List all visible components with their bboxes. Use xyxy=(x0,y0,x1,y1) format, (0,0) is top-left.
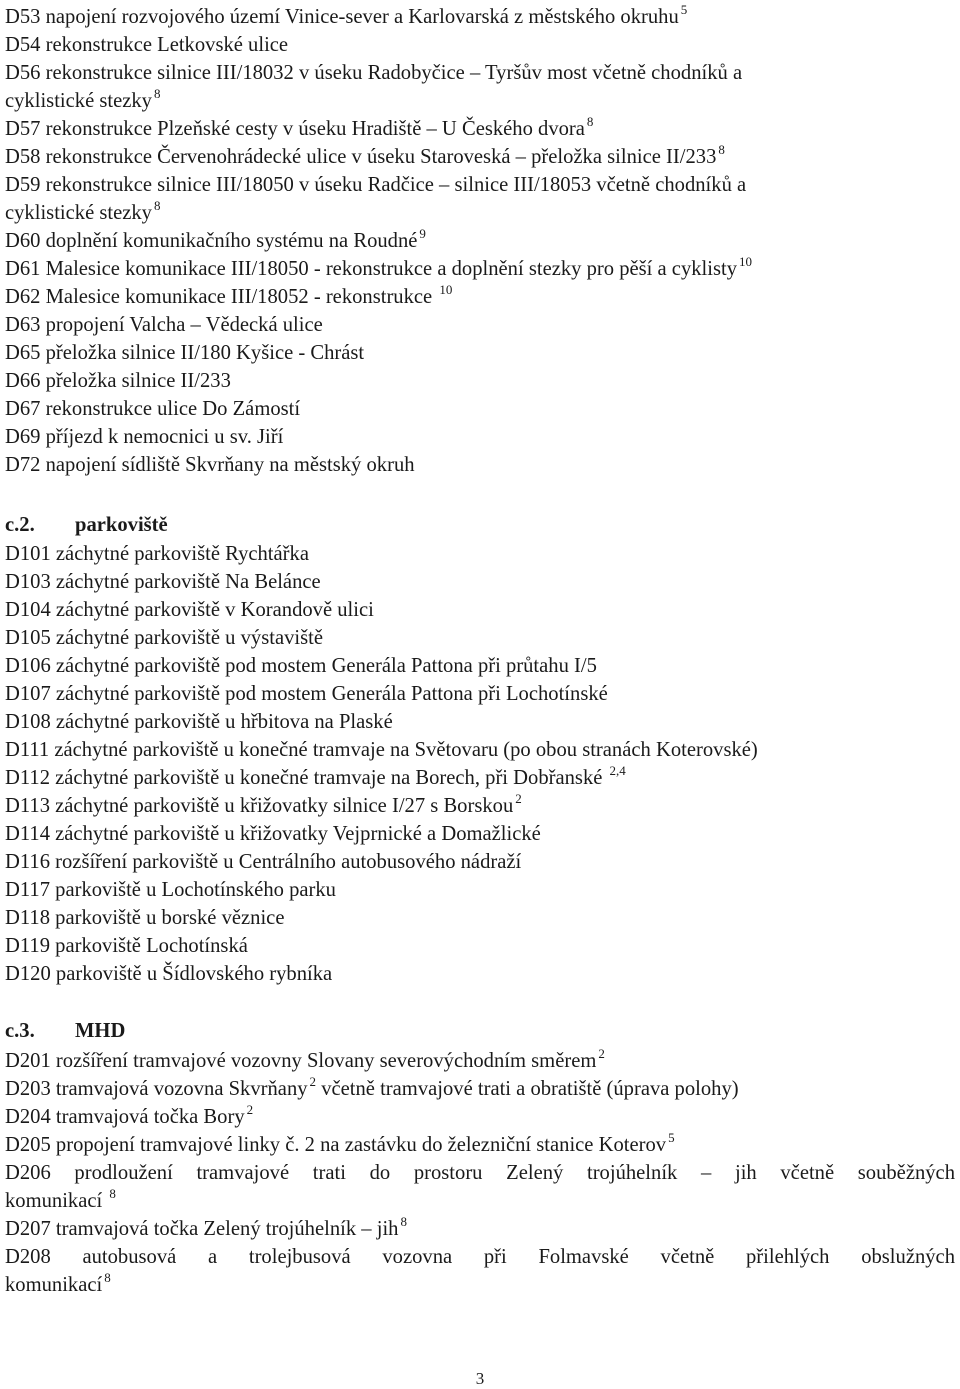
list-item xyxy=(5,962,332,986)
item-text: D63 propojení Valcha – Vědecká ulice xyxy=(5,314,323,336)
footnote-ref: 8 xyxy=(104,1270,111,1285)
item-text: komunikací xyxy=(5,1190,108,1212)
list-item xyxy=(5,1214,407,1243)
item-text: D101 záchytné parkoviště Rychtářka xyxy=(5,543,309,565)
section-number: c.2. xyxy=(5,514,35,536)
footnote-ref: 10 xyxy=(439,282,453,297)
list-item xyxy=(5,626,323,650)
item-text: D112 záchytné parkoviště u konečné tramvaje na Borech, při Dobřanské xyxy=(5,767,608,789)
footnote-ref: 2 xyxy=(246,1102,254,1117)
item-text: D56 rekonstrukce silnice III/18032 v úseku Radobyčice – Tyršův most včetně chodníků a xyxy=(5,62,743,84)
list-item xyxy=(5,425,283,449)
list-item xyxy=(5,1186,116,1215)
footnote-ref: 8 xyxy=(153,86,161,101)
item-text: D58 rekonstrukce Červenohrádecké ulice v úseku Staroveská – přeložka silnice II/233 xyxy=(5,146,717,168)
list-item xyxy=(5,1270,111,1299)
item-text: D107 záchytné parkoviště pod mostem Generála Pattona při Lochotínské xyxy=(5,683,608,705)
item-text: D65 přeložka silnice II/180 Kyšice - Chrást xyxy=(5,342,365,364)
item-text: D201 rozšíření tramvajové vozovny Slovany severovýchodním směrem xyxy=(5,1050,597,1072)
item-text: D67 rekonstrukce ulice Do Zámostí xyxy=(5,398,301,420)
list-item xyxy=(5,397,300,421)
list-item xyxy=(5,341,364,365)
list-item xyxy=(5,542,309,566)
section-number: c.3. xyxy=(5,1020,35,1042)
item-text: D53 napojení rozvojového území Vinice-sever a Karlovarská z městského okruhu xyxy=(5,6,679,28)
list-item xyxy=(5,1102,254,1131)
item-text: D207 tramvajová točka Zelený trojúhelník – jih xyxy=(5,1218,399,1240)
item-text: D118 parkoviště u borské věznice xyxy=(5,907,285,929)
list-item xyxy=(5,114,594,143)
list-item xyxy=(5,654,597,678)
footnote-ref: 9 xyxy=(419,226,426,241)
item-text: D61 Malesice komunikace III/18050 - rekonstrukce a doplnění stezky pro pěší a cyklisty xyxy=(5,258,738,280)
list-item xyxy=(5,1046,605,1075)
item-text: D59 rekonstrukce silnice III/18050 v úseku Radčice – silnice III/18053 včetně chodníků a xyxy=(5,174,747,196)
item-text: D103 záchytné parkoviště Na Belánce xyxy=(5,571,321,593)
list-item xyxy=(5,710,393,734)
item-text: D72 napojení sídliště Skvrňany na městský okruh xyxy=(5,454,415,476)
item-text-continued: včetně tramvajové trati a obratiště (úprava polohy) xyxy=(316,1078,739,1100)
section-heading-parking xyxy=(5,513,168,537)
list-item xyxy=(5,282,453,311)
footnote-ref: 8 xyxy=(718,142,725,157)
item-text: D104 záchytné parkoviště v Korandově ulici xyxy=(5,599,374,621)
list-item xyxy=(5,850,521,874)
item-text: D111 záchytné parkoviště u konečné tramvaje na Světovaru (po obou stranách Koterovské) xyxy=(5,739,758,761)
list-item xyxy=(5,1130,675,1159)
item-text: D116 rozšíření parkoviště u Centrálního autobusového nádraží xyxy=(5,851,522,873)
item-text: cyklistické stezky xyxy=(5,90,152,112)
list-item xyxy=(5,822,541,846)
item-text: D106 záchytné parkoviště pod mostem Generála Pattona při průtahu I/5 xyxy=(5,655,597,677)
footnote-ref: 5 xyxy=(680,2,688,17)
item-text: D204 tramvajová točka Bory xyxy=(5,1106,245,1128)
page-number: 3 xyxy=(475,1369,485,1388)
list-item xyxy=(5,2,688,31)
item-text: D62 Malesice komunikace III/18052 - rekonstrukce xyxy=(5,286,438,308)
item-text: D206 prodloužení tramvajové trati do prostoru Zelený trojúhelník – jih včetně souběžných xyxy=(5,1162,955,1184)
footnote-ref: 8 xyxy=(109,1186,116,1201)
item-text: D105 záchytné parkoviště u výstaviště xyxy=(5,627,323,649)
list-item xyxy=(5,254,753,283)
footnote-ref: 10 xyxy=(739,254,753,269)
list-item xyxy=(5,906,284,930)
list-item xyxy=(5,1074,739,1103)
list-item xyxy=(5,682,608,706)
footnote-ref: 8 xyxy=(400,1214,407,1229)
list-item xyxy=(5,878,336,902)
section-title: parkoviště xyxy=(75,514,168,536)
footnote-ref: 5 xyxy=(668,1130,675,1145)
list-item xyxy=(5,598,374,622)
footnote-ref: 8 xyxy=(586,114,594,129)
item-text: D203 tramvajová vozovna Skvrňany xyxy=(5,1078,308,1100)
list-item xyxy=(5,226,426,255)
item-text: D113 záchytné parkoviště u křižovatky silnice I/27 s Borskou xyxy=(5,795,514,817)
list-item xyxy=(5,453,415,477)
item-text: D54 rekonstrukce Letkovské ulice xyxy=(5,34,289,56)
list-item xyxy=(5,313,323,337)
list-item xyxy=(5,791,522,820)
item-text: D57 rekonstrukce Plzeňské cesty v úseku Hradiště – U Českého dvora xyxy=(5,118,585,140)
list-item xyxy=(5,198,161,227)
item-text: D108 záchytné parkoviště u hřbitova na Plaské xyxy=(5,711,393,733)
item-text: D208 autobusová a trolejbusová vozovna při Folmavské včetně přilehlých obslužných xyxy=(5,1246,955,1268)
list-item xyxy=(5,570,321,594)
item-text: cyklistické stezky xyxy=(5,202,152,224)
list-item xyxy=(5,763,626,792)
item-text: D114 záchytné parkoviště u křižovatky Vejprnické a Domažlické xyxy=(5,823,541,845)
list-item xyxy=(5,738,758,762)
list-item xyxy=(5,33,288,57)
list-item xyxy=(5,61,742,85)
footnote-ref: 2 xyxy=(309,1074,317,1089)
item-text: D117 parkoviště u Lochotínského parku xyxy=(5,879,336,901)
list-item xyxy=(5,173,746,197)
item-text: D66 přeložka silnice II/233 xyxy=(5,370,231,392)
item-text: D60 doplnění komunikačního systému na Roudné xyxy=(5,230,418,252)
list-item xyxy=(5,1161,955,1185)
section-title: MHD xyxy=(75,1020,126,1042)
item-text: komunikací xyxy=(5,1274,103,1296)
list-item xyxy=(5,86,161,115)
item-text: D120 parkoviště u Šídlovského rybníka xyxy=(5,963,333,985)
list-item xyxy=(5,369,231,393)
section-heading-mhd xyxy=(5,1019,125,1043)
item-text: D69 příjezd k nemocnici u sv. Jiří xyxy=(5,426,284,448)
footnote-ref: 2 xyxy=(598,1046,605,1061)
footnote-ref: 2 xyxy=(515,791,522,806)
footnote-ref: 2,4 xyxy=(609,763,626,778)
footnote-ref: 8 xyxy=(153,198,161,213)
item-text: D119 parkoviště Lochotínská xyxy=(5,935,248,957)
list-item xyxy=(5,934,248,958)
list-item xyxy=(5,1245,955,1269)
list-item xyxy=(5,142,725,171)
item-text: D205 propojení tramvajové linky č. 2 na zastávku do železniční stanice Koterov xyxy=(5,1134,667,1156)
